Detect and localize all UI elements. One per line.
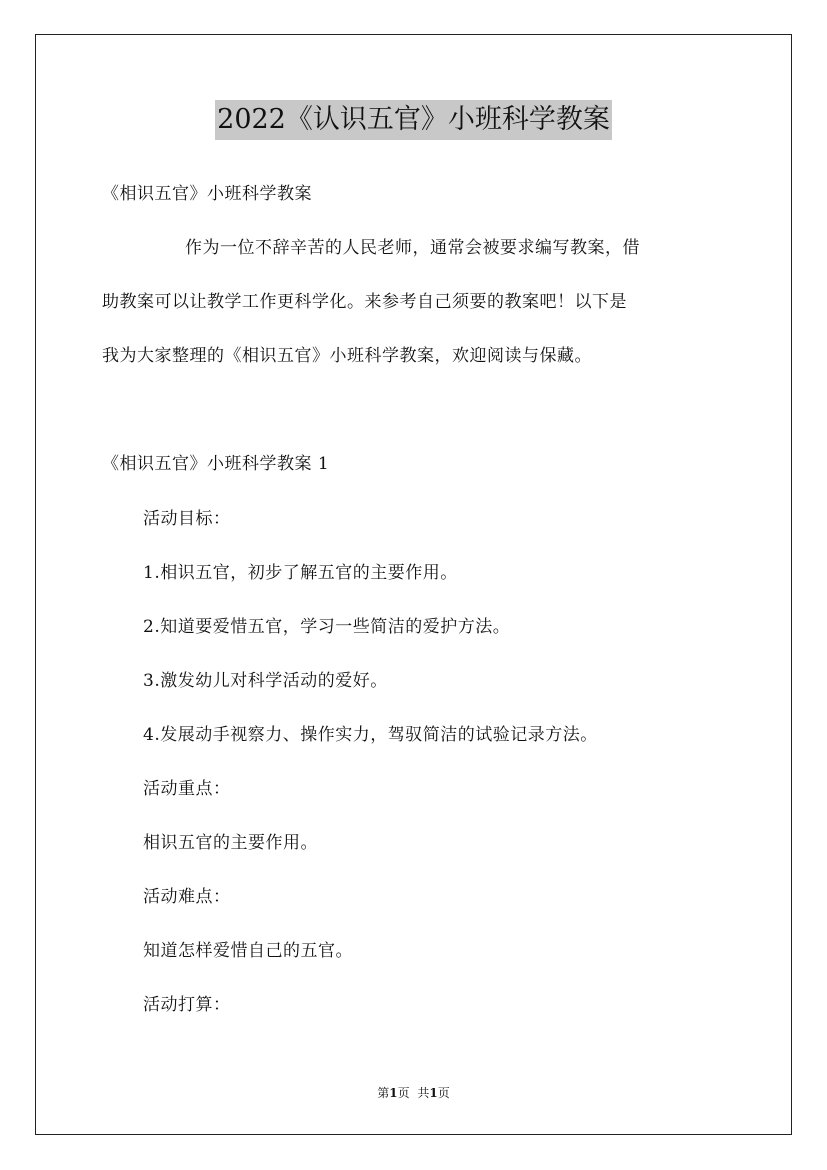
body-line: 4.发展动手视察力、操作实力，驾驭简洁的试验记录方法。 [143,725,598,745]
intro-line-3: 我为大家整理的《相识五官》小班科学教案，欢迎阅读与保藏。 [102,346,592,366]
subtitle: 《相识五官》小班科学教案 [102,184,312,204]
body-line: 活动打算： [143,995,231,1015]
body-line: 活动重点： [143,779,231,799]
intro-line-2: 助教案可以让教学工作更科学化。来参考自己须要的教案吧！以下是 [102,292,627,312]
page-footer [0,1084,827,1102]
body-line: 2.知道要爱惜五官，学习一些简洁的爱护方法。 [143,617,511,637]
body-line: 3.激发幼儿对科学活动的爱好。 [143,671,388,691]
page-number: 1 [389,1086,398,1100]
title-container [0,100,827,140]
page-prefix: 第 [377,1086,390,1100]
total-unit: 页 [437,1086,450,1100]
body-line: 活动难点： [143,887,231,907]
total-pages: 1 [429,1086,438,1100]
body-line: 相识五官的主要作用。 [143,833,318,853]
page-unit: 页 [397,1086,410,1100]
body-line: 活动目标： [143,509,231,529]
total-prefix: 共 [417,1086,430,1100]
body-line: 1.相识五官，初步了解五官的主要作用。 [143,563,458,583]
intro-line-1: 作为一位不辞辛苦的人民老师，通常会被要求编写教案，借 [185,238,640,258]
document-title: 2022《认识五官》小班科学教案 [215,100,612,140]
section-title: 《相识五官》小班科学教案 1 [102,454,330,474]
body-line: 知道怎样爱惜自己的五官。 [143,941,353,961]
